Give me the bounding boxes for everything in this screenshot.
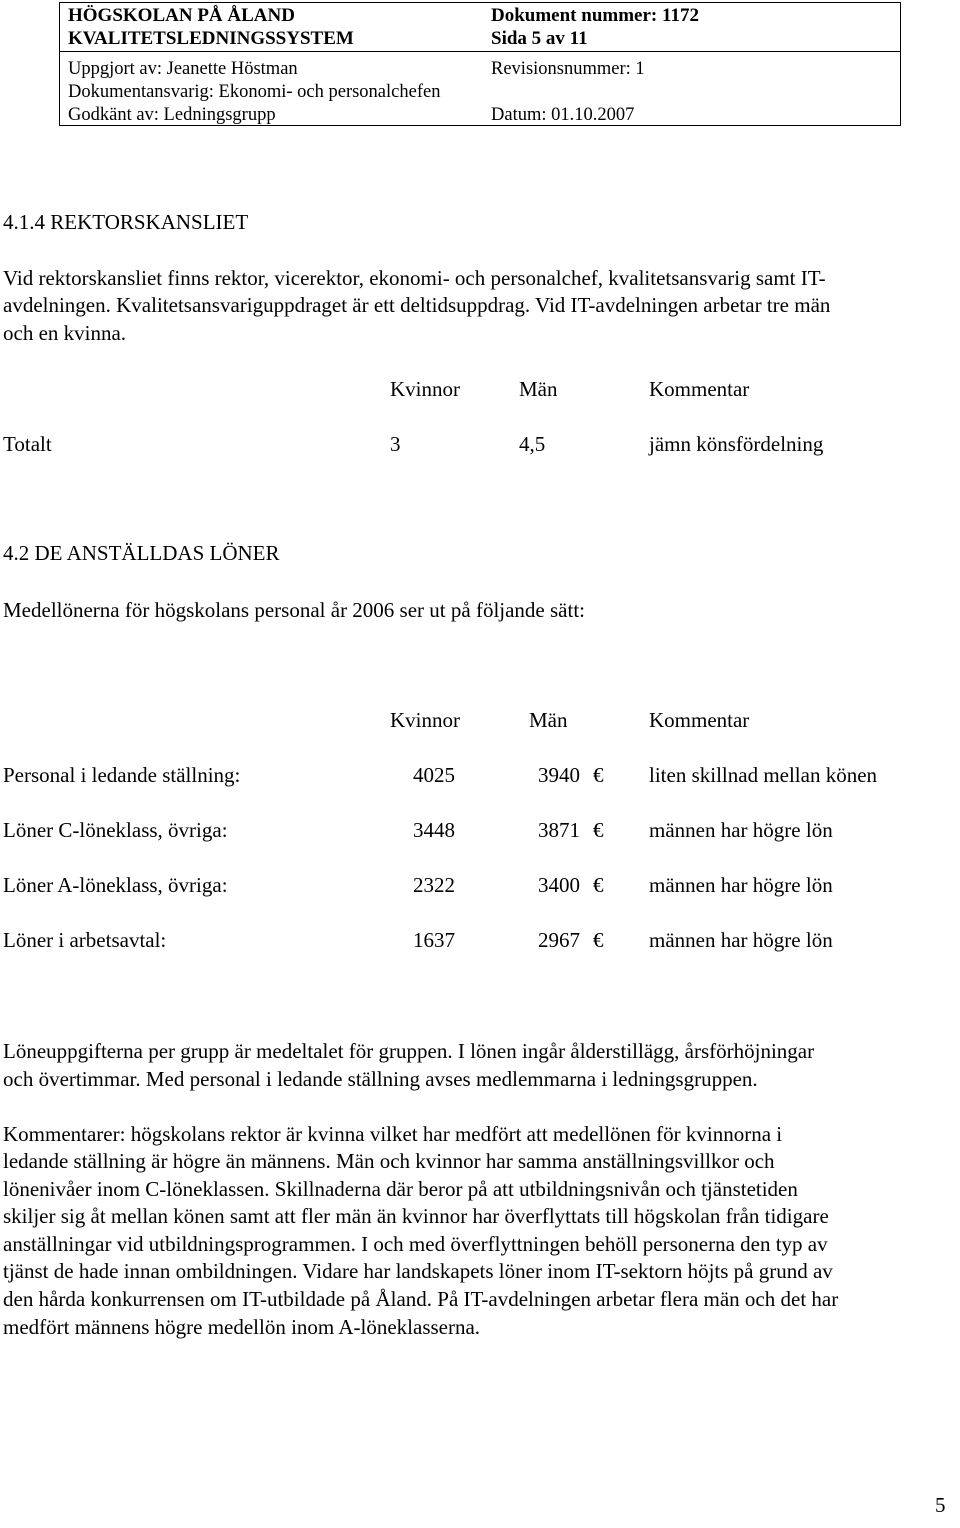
paragraph-line: medfört männens högre medellön inom A-löneklasserna. bbox=[3, 1315, 481, 1339]
table-row-label: Löner A-löneklass, övriga: bbox=[3, 873, 228, 897]
paragraph-line: tjänst de hade innan ombildningen. Vidare har landskapets löner inom IT-sektorn höjts på grund av bbox=[3, 1259, 833, 1283]
approved-by: Godkänt av: Ledningsgrupp bbox=[68, 105, 276, 125]
euro-symbol: € bbox=[593, 818, 604, 842]
paragraph-line: Löneuppgifterna per grupp är medeltalet för gruppen. I lönen ingår ålderstillägg, årsförhöjningar bbox=[3, 1039, 815, 1063]
paragraph-line: skiljer sig åt mellan könen samt att fler män än kvinnor har överflyttats till högskolan från tidigare bbox=[3, 1204, 829, 1228]
table-row-label: Löner i arbetsavtal: bbox=[3, 928, 167, 952]
row-comment: männen har högre lön bbox=[649, 818, 833, 842]
document-number: Dokument nummer: 1172 bbox=[491, 5, 699, 26]
paragraph-line: Vid rektorskansliet finns rektor, vicerektor, ekonomi- och personalchef, kvalitetsansvarig samt IT- bbox=[3, 266, 826, 290]
row-comment: jämn könsfördelning bbox=[649, 432, 824, 456]
row-comment: männen har högre lön bbox=[649, 928, 833, 952]
column-header-men: Män bbox=[529, 708, 568, 732]
row-comment: liten skillnad mellan könen bbox=[649, 763, 878, 787]
men-salary: 2967 bbox=[538, 928, 580, 952]
women-salary: 1637 bbox=[413, 928, 455, 952]
row-comment: männen har högre lön bbox=[649, 873, 833, 897]
men-salary: 3871 bbox=[538, 818, 580, 842]
section-heading-loner: 4.2 DE ANSTÄLLDAS LÖNER bbox=[3, 541, 280, 565]
euro-symbol: € bbox=[593, 763, 604, 787]
document-header bbox=[59, 2, 901, 126]
org-name: HÖGSKOLAN PÅ ÅLAND bbox=[68, 5, 295, 26]
men-salary: 3400 bbox=[538, 873, 580, 897]
page-indicator: Sida 5 av 11 bbox=[491, 28, 588, 49]
paragraph-line: den hårda konkurrensen om IT-utbildade på Åland. På IT-avdelningen arbetar flera män och det har bbox=[3, 1287, 839, 1311]
women-salary: 4025 bbox=[413, 763, 455, 787]
table-row-label: Löner C-löneklass, övriga: bbox=[3, 818, 228, 842]
euro-symbol: € bbox=[593, 928, 604, 952]
column-header-comment: Kommentar bbox=[649, 708, 750, 732]
women-count: 3 bbox=[390, 432, 401, 456]
column-header-women: Kvinnor bbox=[390, 708, 460, 732]
paragraph-line: avdelningen. Kvalitetsansvariguppdraget är ett deltidsuppdrag. Vid IT-avdelningen arbetar tre män bbox=[3, 293, 831, 317]
page-number: 5 bbox=[935, 1493, 946, 1517]
paragraph-line: Kommentarer: högskolans rektor är kvinna vilket har medfört att medellönen för kvinnorna i bbox=[3, 1122, 783, 1146]
column-header-men: Män bbox=[519, 377, 558, 401]
paragraph-line: ledande ställning är högre än männens. Män och kvinnor har samma anställningsvillkor och bbox=[3, 1149, 775, 1173]
euro-symbol: € bbox=[593, 873, 604, 897]
row-label: Totalt bbox=[3, 432, 52, 456]
women-salary: 2322 bbox=[413, 873, 455, 897]
paragraph-line: lönenivåer inom C-löneklassen. Skillnaderna där beror på att utbildningsnivån och tjänstetiden bbox=[3, 1177, 798, 1201]
revision-number: Revisionsnummer: 1 bbox=[491, 59, 645, 79]
men-count: 4,5 bbox=[519, 432, 546, 456]
paragraph-line: och övertimmar. Med personal i ledande ställning avses medlemmarna i ledningsgruppen. bbox=[3, 1067, 758, 1091]
section-heading-rektorskansliet: 4.1.4 REKTORSKANSLIET bbox=[3, 210, 249, 234]
header-divider bbox=[60, 51, 900, 52]
table-row-label: Personal i ledande ställning: bbox=[3, 763, 241, 787]
column-header-comment: Kommentar bbox=[649, 377, 750, 401]
men-salary: 3940 bbox=[538, 763, 580, 787]
document-responsible: Dokumentansvarig: Ekonomi- och personalchefen bbox=[68, 82, 441, 102]
women-salary: 3448 bbox=[413, 818, 455, 842]
paragraph-line: och en kvinna. bbox=[3, 321, 127, 345]
paragraph-line: anställningar vid utbildningsprogrammen. I och med överflyttningen behöll personerna den typ av bbox=[3, 1232, 828, 1256]
section-intro: Medellönerna för högskolans personal år 2006 ser ut på följande sätt: bbox=[3, 598, 586, 622]
prepared-by: Uppgjort av: Jeanette Höstman bbox=[68, 59, 298, 79]
column-header-women: Kvinnor bbox=[390, 377, 460, 401]
approval-date: Datum: 01.10.2007 bbox=[491, 105, 635, 125]
system-name: KVALITETSLEDNINGSSYSTEM bbox=[68, 28, 354, 49]
